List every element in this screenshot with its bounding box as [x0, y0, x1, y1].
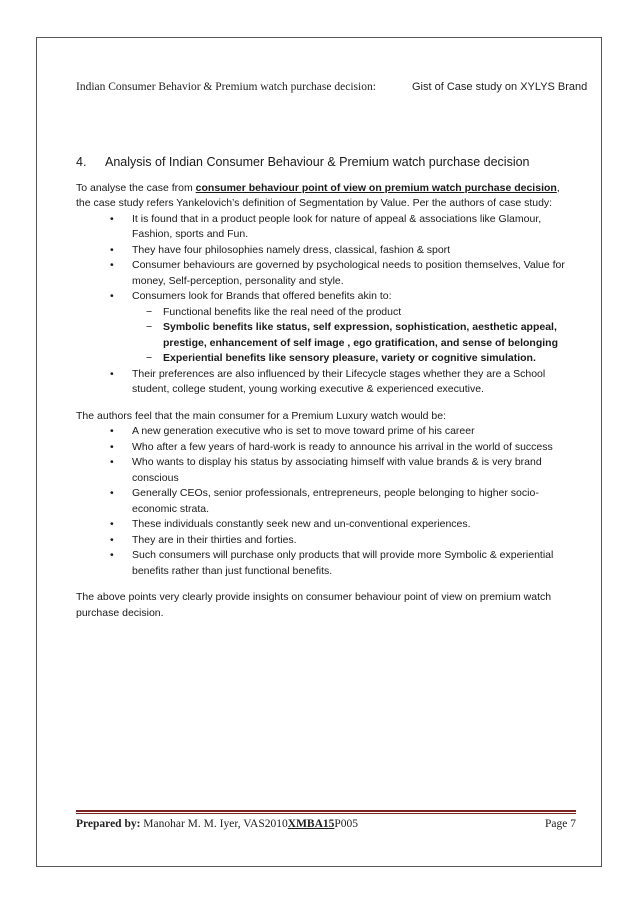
bullet-glyph: • [110, 425, 114, 437]
list-item-text: It is found that in a product people look for nature of appeal & associations like Glamour, Fashion, sports and Fun. [132, 212, 542, 240]
document-body [76, 155, 572, 621]
list-item [96, 212, 572, 243]
footer-code: XMBA15 [287, 818, 335, 830]
list-item [96, 424, 572, 440]
bullet-glyph: • [110, 533, 114, 546]
list-item-text: These individuals constantly seek new and un-conventional experiences. [132, 518, 471, 530]
conclusion-paragraph: The above points very clearly provide insights on consumer behaviour point of view on premium watch purchase decision. [76, 591, 552, 619]
header-left-title: Indian Consumer Behavior & Premium watch purchase decision: [76, 81, 376, 93]
bullet-glyph: • [110, 456, 114, 468]
dash-glyph: − [146, 305, 153, 318]
list-item [96, 455, 572, 486]
bullet-glyph: • [110, 549, 114, 561]
footer-author: Manohar M. M. Iyer, VAS2010 [140, 818, 288, 830]
section-title: Analysis of Indian Consumer Behaviour & Premium watch purchase decision [105, 155, 530, 169]
sub-list-item [118, 320, 572, 351]
list-item [96, 243, 572, 259]
bullet-glyph: • [110, 290, 114, 302]
sub-list-item-text: Symbolic benefits like status, self expression, sophistication, aesthetic appeal, prestige, enhancement of self image , ego gratification, and sense of belonging [163, 321, 558, 349]
bullet-list-1 [76, 212, 572, 398]
bullet-glyph: • [110, 367, 114, 380]
bullet-list-2 [76, 424, 572, 579]
intro-emphasis: consumer behaviour point of view on premium watch purchase decision [195, 181, 557, 194]
list-item-text: They are in their thirties and forties. [132, 533, 297, 546]
list-item-text: Their preferences are also influenced by their Lifecycle stages whether they are a School student, college student, young working executive & experienced executive. [132, 367, 546, 395]
footer-suffix: P005 [334, 818, 359, 830]
footer-rule [76, 810, 576, 812]
intro-post: , the case study refers Yankelovich’s definition of Segmentation by Value. Per the authors of case study: [76, 181, 560, 209]
section-heading [76, 155, 572, 171]
dash-glyph: − [146, 321, 153, 333]
authors-intro: The authors feel that the main consumer for a Premium Luxury watch would be: [76, 409, 447, 422]
spacer [76, 398, 572, 409]
list-item-text: They have four philosophies namely dress, classical, fashion & sport [132, 243, 451, 256]
sub-list-item [118, 351, 572, 367]
bullet-glyph: • [110, 487, 114, 499]
page-footer [76, 818, 576, 830]
spacer [76, 579, 572, 590]
bullet-glyph: • [110, 212, 114, 225]
list-item-text: Such consumers will purchase only products that will provide more Symbolic & experiential benefits rather than just functional benefits. [132, 549, 554, 577]
footer-rule-thin [76, 813, 576, 814]
intro-pre: To analyse the case from [76, 181, 196, 194]
list-item [96, 258, 572, 289]
sub-list-item-text: Functional benefits like the real need of the product [163, 305, 402, 318]
dash-glyph: − [146, 352, 153, 364]
bullet-glyph: • [110, 243, 114, 256]
list-item-text: Who wants to display his status by associating himself with value brands & is very brand conscious [132, 456, 542, 484]
list-item-text: Generally CEOs, senior professionals, entrepreneurs, people belonging to higher socio-economic strata. [132, 487, 539, 515]
sub-list-item [118, 305, 572, 321]
list-item [96, 289, 572, 367]
bullet-glyph: • [110, 259, 114, 271]
section-number: 4. [76, 155, 87, 169]
footer-label: Prepared by: [76, 818, 141, 830]
list-item-text: Who after a few years of hard-work is ready to announce his arrival in the world of success [132, 440, 553, 453]
page-number: Page 7 [545, 818, 576, 830]
bullet-glyph: • [110, 518, 114, 530]
sub-bullet-list [118, 305, 572, 367]
list-item [96, 517, 572, 533]
list-item [96, 367, 572, 398]
list-item-text: Consumers look for Brands that offered benefits akin to: [132, 290, 392, 302]
list-item [96, 548, 572, 579]
header-right-title: Gist of Case study on XYLYS Brand [412, 81, 588, 93]
sub-list-item-text: Experiential benefits like sensory pleasure, variety or cognitive simulation. [163, 352, 536, 364]
list-item [96, 486, 572, 517]
list-item-text: A new generation executive who is set to move toward prime of his career [132, 425, 475, 437]
list-item [96, 533, 572, 549]
intro-paragraph [76, 181, 572, 212]
list-item-text: Consumer behaviours are governed by psychological needs to position themselves, Value for money, Self-perception, personality and style. [132, 259, 565, 287]
bullet-glyph: • [110, 440, 114, 453]
list-item [96, 440, 572, 456]
